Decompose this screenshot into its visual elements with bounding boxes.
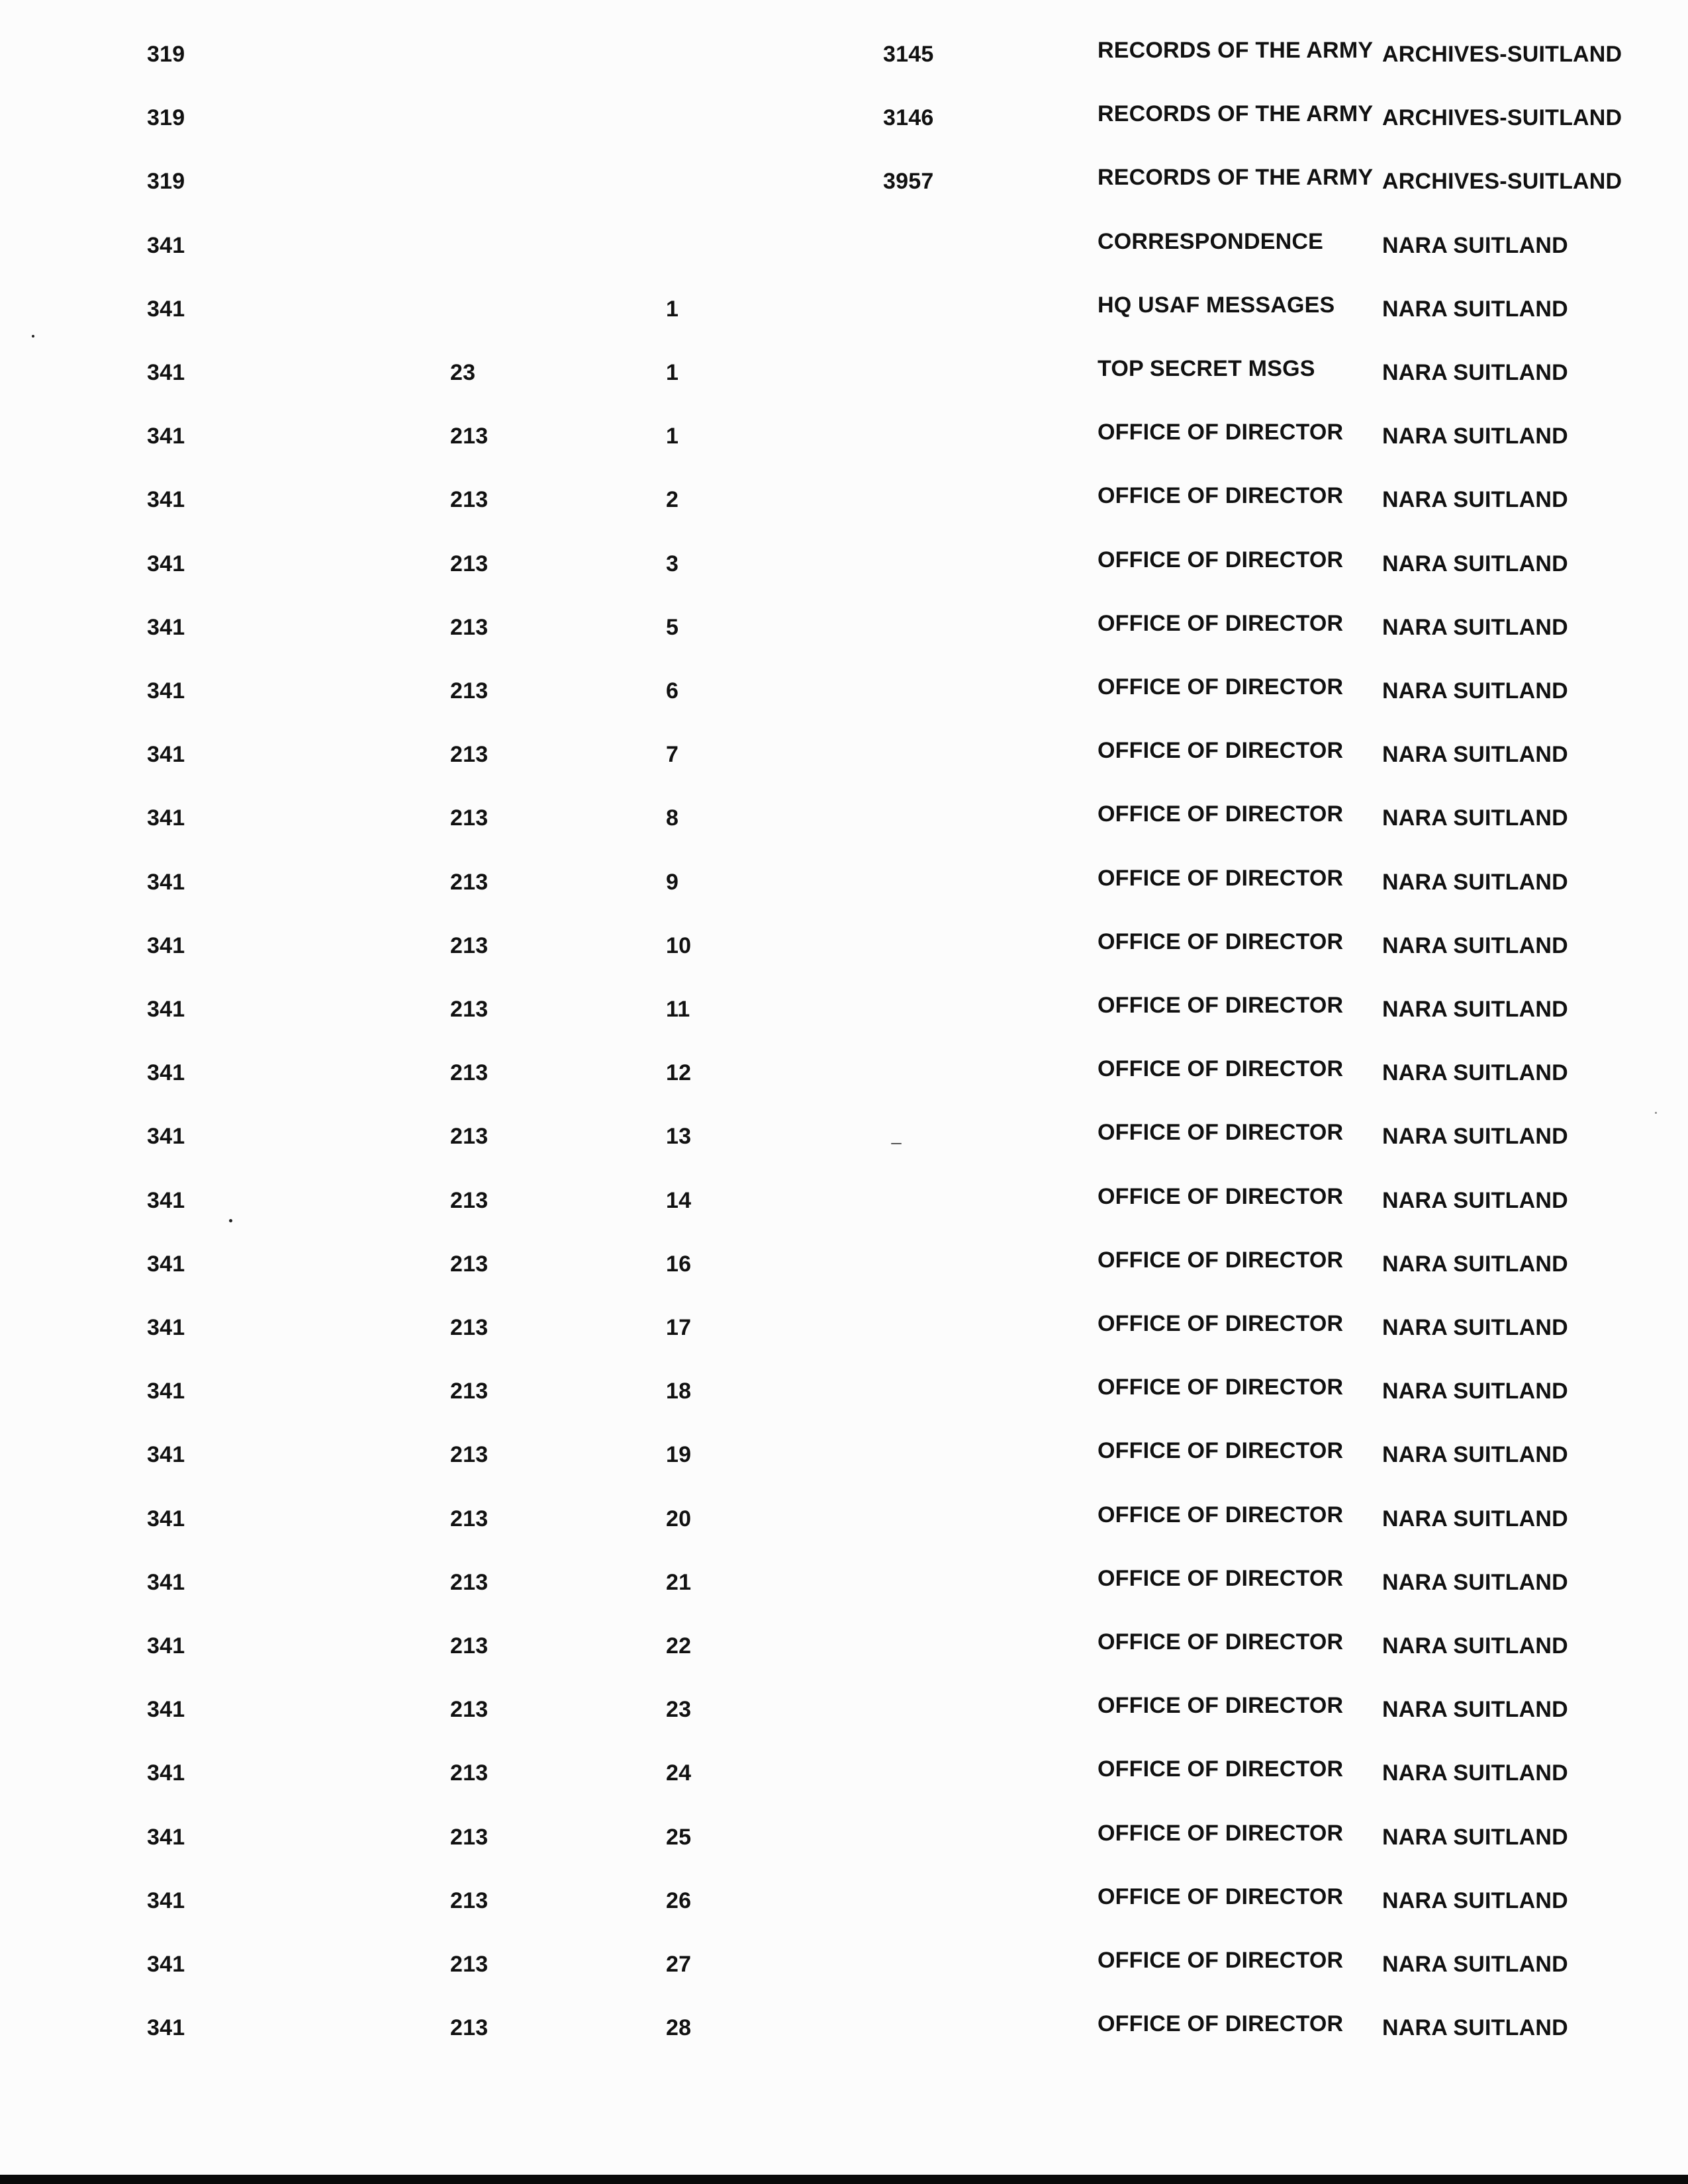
location-cell: NARA SUITLAND [1382, 869, 1568, 895]
entry-cell: 213 [450, 1060, 489, 1086]
location-cell: NARA SUITLAND [1382, 1315, 1568, 1340]
table-row [0, 226, 1688, 265]
title-cell: OFFICE OF DIRECTOR [1098, 1311, 1344, 1336]
title-cell: OFFICE OF DIRECTOR [1098, 1502, 1344, 1527]
box-cell: 11 [666, 997, 690, 1022]
location-cell: NARA SUITLAND [1382, 1124, 1568, 1150]
entry-cell: 213 [450, 1442, 489, 1468]
entry-cell: 213 [450, 487, 489, 513]
title-cell: OFFICE OF DIRECTOR [1098, 1629, 1344, 1655]
title-cell: RECORDS OF THE ARMY [1098, 165, 1374, 191]
title-cell: OFFICE OF DIRECTOR [1098, 738, 1344, 764]
box-cell: 6 [666, 678, 679, 704]
record-group-cell: 341 [147, 997, 185, 1022]
record-group-cell: 341 [147, 1633, 185, 1659]
title-cell: OFFICE OF DIRECTOR [1098, 2011, 1344, 2037]
title-cell: OFFICE OF DIRECTOR [1098, 1247, 1344, 1273]
entry-cell: 213 [450, 1187, 489, 1213]
entry-cell: 213 [450, 933, 489, 958]
table-row [0, 1563, 1688, 1602]
table-row [0, 289, 1688, 329]
entry-cell: 213 [450, 1824, 489, 1850]
box-cell: 7 [666, 742, 679, 768]
entry-cell: 213 [450, 551, 489, 576]
entry-cell: 213 [450, 1633, 489, 1659]
table-row [0, 1626, 1688, 1666]
location-cell: NARA SUITLAND [1382, 551, 1568, 576]
location-cell: NARA SUITLAND [1382, 933, 1568, 958]
table-row [0, 34, 1688, 74]
record-group-cell: 341 [147, 424, 185, 449]
table-row [0, 98, 1688, 138]
record-group-cell: 341 [147, 614, 185, 640]
record-group-cell: 341 [147, 232, 185, 258]
location-cell: NARA SUITLAND [1382, 614, 1568, 640]
title-cell: OFFICE OF DIRECTOR [1098, 1565, 1344, 1591]
record-group-cell: 319 [147, 169, 185, 195]
location-cell: NARA SUITLAND [1382, 1569, 1568, 1595]
location-cell: NARA SUITLAND [1382, 678, 1568, 704]
file-cell: 3146 [883, 105, 934, 131]
entry-cell: 213 [450, 1697, 489, 1723]
box-cell: 14 [666, 1187, 692, 1213]
title-cell: OFFICE OF DIRECTOR [1098, 1693, 1344, 1719]
title-cell: OFFICE OF DIRECTOR [1098, 865, 1344, 891]
box-cell: 20 [666, 1506, 692, 1531]
location-cell: NARA SUITLAND [1382, 1251, 1568, 1277]
table-row [0, 1435, 1688, 1475]
table-row [0, 353, 1688, 392]
location-cell: NARA SUITLAND [1382, 1824, 1568, 1850]
entry-cell: 213 [450, 678, 489, 704]
entry-cell: 213 [450, 1251, 489, 1277]
record-group-cell: 341 [147, 2015, 185, 2041]
record-group-cell: 341 [147, 678, 185, 704]
box-cell: 27 [666, 1952, 692, 1977]
entry-cell: 213 [450, 869, 489, 895]
box-cell: 21 [666, 1569, 692, 1595]
location-cell: NARA SUITLAND [1382, 232, 1568, 258]
box-cell: 16 [666, 1251, 692, 1277]
box-cell: 5 [666, 614, 679, 640]
table-row [0, 735, 1688, 774]
box-cell: 13 [666, 1124, 692, 1150]
title-cell: CORRESPONDENCE [1098, 228, 1323, 254]
box-cell: 19 [666, 1442, 692, 1468]
location-cell: NARA SUITLAND [1382, 1506, 1568, 1531]
location-cell: NARA SUITLAND [1382, 1633, 1568, 1659]
entry-cell: 213 [450, 1379, 489, 1404]
table-row [0, 1181, 1688, 1220]
entry-cell: 213 [450, 1569, 489, 1595]
location-cell: NARA SUITLAND [1382, 1442, 1568, 1468]
entry-cell: 213 [450, 742, 489, 768]
title-cell: OFFICE OF DIRECTOR [1098, 483, 1344, 509]
location-cell: NARA SUITLAND [1382, 1379, 1568, 1404]
location-cell: NARA SUITLAND [1382, 1888, 1568, 1913]
table-row [0, 1308, 1688, 1347]
location-cell: NARA SUITLAND [1382, 997, 1568, 1022]
location-cell: NARA SUITLAND [1382, 1187, 1568, 1213]
record-group-cell: 341 [147, 1251, 185, 1277]
table-row [0, 544, 1688, 584]
record-group-cell: 319 [147, 42, 185, 67]
title-cell: TOP SECRET MSGS [1098, 356, 1315, 381]
box-cell: 1 [666, 360, 679, 385]
box-cell: 9 [666, 869, 679, 895]
table-row [0, 2008, 1688, 2048]
record-group-cell: 341 [147, 1569, 185, 1595]
title-cell: OFFICE OF DIRECTOR [1098, 1756, 1344, 1782]
scan-speck [32, 335, 34, 338]
table-row [0, 1690, 1688, 1729]
title-cell: OFFICE OF DIRECTOR [1098, 420, 1344, 445]
table-row [0, 926, 1688, 966]
box-cell: 1 [666, 424, 679, 449]
title-cell: OFFICE OF DIRECTOR [1098, 1438, 1344, 1464]
record-group-cell: 341 [147, 1824, 185, 1850]
table-row [0, 1817, 1688, 1857]
table-row [0, 161, 1688, 201]
entry-cell: 213 [450, 1124, 489, 1150]
location-cell: ARCHIVES-SUITLAND [1382, 105, 1622, 131]
record-group-cell: 341 [147, 296, 185, 322]
record-group-cell: 341 [147, 933, 185, 958]
table-row [0, 862, 1688, 902]
title-cell: OFFICE OF DIRECTOR [1098, 1375, 1344, 1400]
location-cell: NARA SUITLAND [1382, 1760, 1568, 1786]
title-cell: OFFICE OF DIRECTOR [1098, 1884, 1344, 1909]
record-group-cell: 319 [147, 105, 185, 131]
location-cell: NARA SUITLAND [1382, 2015, 1568, 2041]
location-cell: NARA SUITLAND [1382, 360, 1568, 385]
location-cell: ARCHIVES-SUITLAND [1382, 42, 1622, 67]
scan-speck [1655, 1112, 1657, 1114]
record-group-cell: 341 [147, 551, 185, 576]
table-row [0, 416, 1688, 456]
box-cell: 2 [666, 487, 679, 513]
table-row [0, 480, 1688, 520]
table-row [0, 1116, 1688, 1156]
box-cell: 12 [666, 1060, 692, 1086]
entry-cell: 213 [450, 1888, 489, 1913]
title-cell: OFFICE OF DIRECTOR [1098, 801, 1344, 827]
table-row [0, 1753, 1688, 1793]
table-row [0, 1944, 1688, 1984]
title-cell: OFFICE OF DIRECTOR [1098, 1183, 1344, 1209]
title-cell: OFFICE OF DIRECTOR [1098, 610, 1344, 636]
file-cell: 3145 [883, 42, 934, 67]
title-cell: OFFICE OF DIRECTOR [1098, 1820, 1344, 1846]
title-cell: RECORDS OF THE ARMY [1098, 101, 1374, 127]
location-cell: NARA SUITLAND [1382, 1952, 1568, 1977]
entry-cell: 23 [450, 360, 476, 385]
title-cell: OFFICE OF DIRECTOR [1098, 929, 1344, 954]
title-cell: OFFICE OF DIRECTOR [1098, 547, 1344, 572]
box-cell: 25 [666, 1824, 692, 1850]
box-cell: 18 [666, 1379, 692, 1404]
box-cell: 23 [666, 1697, 692, 1723]
table-row [0, 1371, 1688, 1411]
box-cell: 17 [666, 1315, 692, 1340]
record-group-cell: 341 [147, 805, 185, 831]
box-cell: 1 [666, 296, 679, 322]
record-group-cell: 341 [147, 1187, 185, 1213]
title-cell: OFFICE OF DIRECTOR [1098, 993, 1344, 1018]
title-cell: OFFICE OF DIRECTOR [1098, 674, 1344, 700]
entry-cell: 213 [450, 1315, 489, 1340]
scan-bottom-edge [0, 2175, 1688, 2184]
location-cell: NARA SUITLAND [1382, 487, 1568, 513]
record-group-cell: 341 [147, 1379, 185, 1404]
record-group-cell: 341 [147, 1124, 185, 1150]
entry-cell: 213 [450, 1952, 489, 1977]
record-group-cell: 341 [147, 360, 185, 385]
title-cell: RECORDS OF THE ARMY [1098, 38, 1374, 63]
title-cell: OFFICE OF DIRECTOR [1098, 1056, 1344, 1082]
entry-cell: 213 [450, 1506, 489, 1531]
title-cell: OFFICE OF DIRECTOR [1098, 1948, 1344, 1973]
record-group-cell: 341 [147, 1506, 185, 1531]
location-cell: ARCHIVES-SUITLAND [1382, 169, 1622, 195]
box-cell: 8 [666, 805, 679, 831]
record-group-cell: 341 [147, 1442, 185, 1468]
location-cell: NARA SUITLAND [1382, 1060, 1568, 1086]
location-cell: NARA SUITLAND [1382, 1697, 1568, 1723]
scan-speck [229, 1219, 232, 1222]
entry-cell: 213 [450, 997, 489, 1022]
box-cell: 28 [666, 2015, 692, 2041]
location-cell: NARA SUITLAND [1382, 424, 1568, 449]
table-row [0, 1244, 1688, 1284]
record-group-cell: 341 [147, 1888, 185, 1913]
entry-cell: 213 [450, 1760, 489, 1786]
box-cell: 24 [666, 1760, 692, 1786]
table-row [0, 671, 1688, 711]
location-cell: NARA SUITLAND [1382, 805, 1568, 831]
record-group-cell: 341 [147, 487, 185, 513]
location-cell: NARA SUITLAND [1382, 742, 1568, 768]
box-cell: 26 [666, 1888, 692, 1913]
record-group-cell: 341 [147, 1315, 185, 1340]
table-row [0, 1053, 1688, 1093]
entry-cell: 213 [450, 2015, 489, 2041]
record-group-cell: 341 [147, 1760, 185, 1786]
record-group-cell: 341 [147, 1697, 185, 1723]
file-cell: 3957 [883, 169, 934, 195]
record-group-cell: 341 [147, 869, 185, 895]
table-row [0, 1881, 1688, 1921]
table-row [0, 608, 1688, 647]
box-cell: 22 [666, 1633, 692, 1659]
table-row [0, 798, 1688, 838]
title-cell: HQ USAF MESSAGES [1098, 292, 1335, 318]
box-cell: 10 [666, 933, 692, 958]
table-row [0, 1499, 1688, 1539]
box-cell: 3 [666, 551, 679, 576]
record-group-cell: 341 [147, 742, 185, 768]
entry-cell: 213 [450, 805, 489, 831]
title-cell: OFFICE OF DIRECTOR [1098, 1120, 1344, 1146]
entry-cell: 213 [450, 424, 489, 449]
record-group-cell: 341 [147, 1060, 185, 1086]
table-row [0, 989, 1688, 1029]
scan-speck [891, 1143, 902, 1144]
record-group-cell: 341 [147, 1952, 185, 1977]
entry-cell: 213 [450, 614, 489, 640]
location-cell: NARA SUITLAND [1382, 296, 1568, 322]
